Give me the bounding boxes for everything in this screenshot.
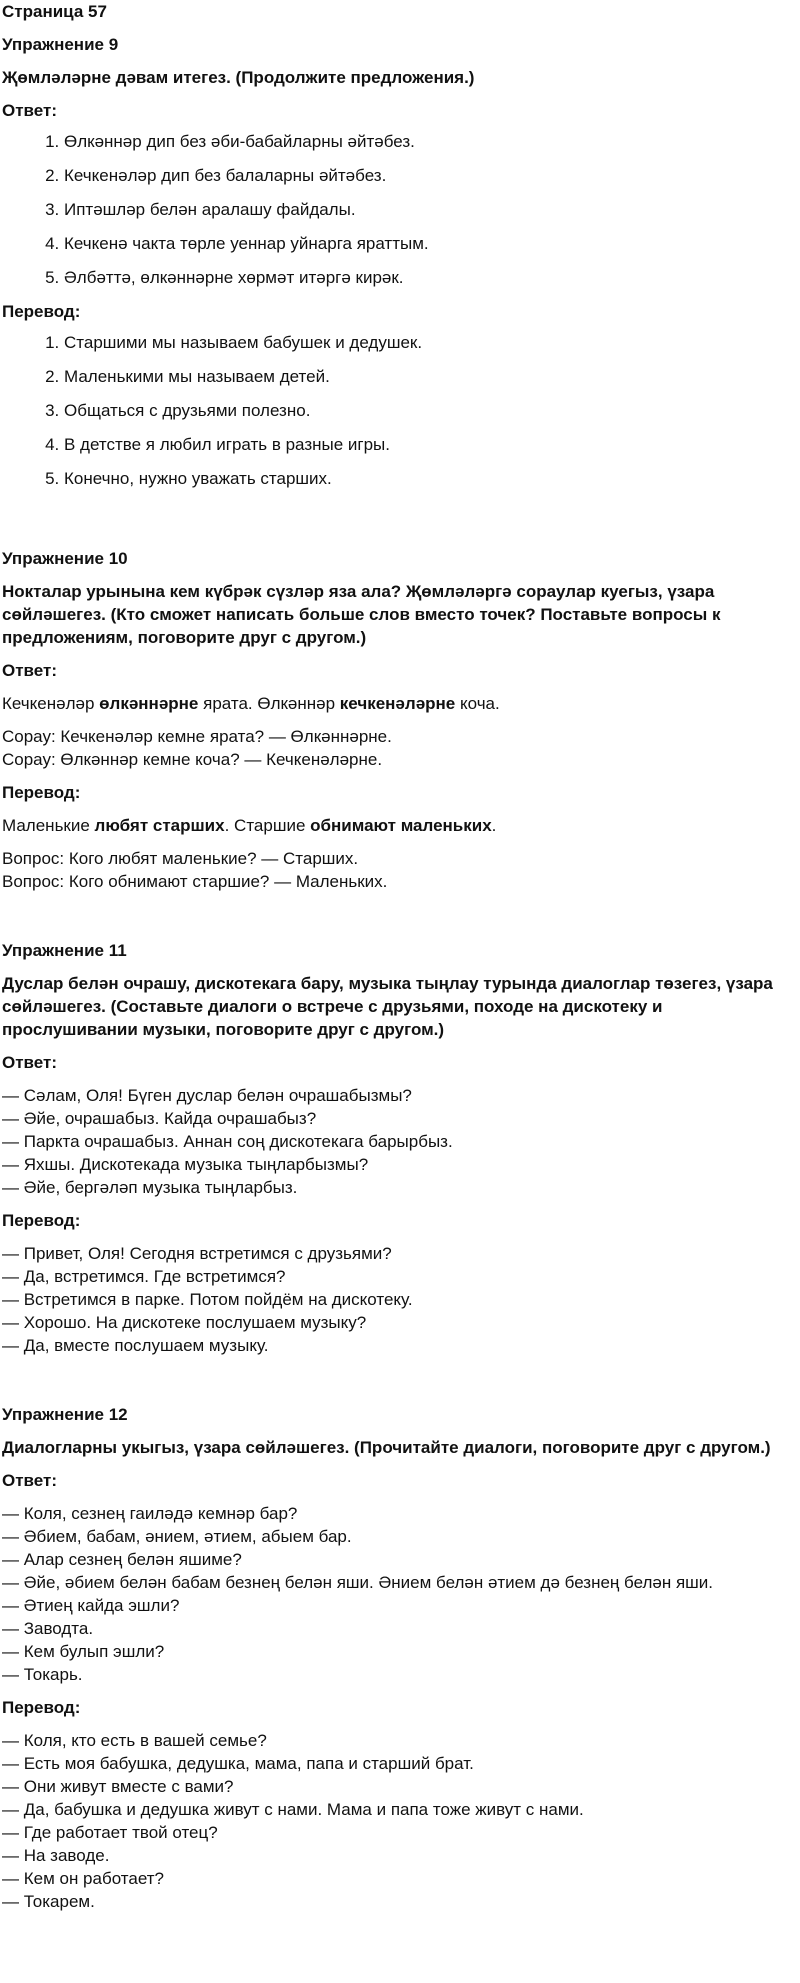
text-run: Маленькие xyxy=(2,816,95,835)
answer-questions xyxy=(2,725,796,771)
dialogue-line: — Они живут вместе с вами? xyxy=(2,1777,234,1796)
list-item: 5. Конечно, нужно уважать старших. xyxy=(64,467,796,490)
answer-label: Ответ: xyxy=(2,1053,57,1072)
dialogue-line: — Сәлам, Оля! Бүген дуслар белән очрашабызмы? xyxy=(2,1086,412,1105)
text-run: . Старшие xyxy=(224,816,311,835)
exercise-title: Упражнение 12 xyxy=(2,1405,128,1424)
dialogue-line: — Кем булып эшли? xyxy=(2,1642,165,1661)
dialogue-line: — Да, встретимся. Где встретимся? xyxy=(2,1267,286,1286)
list-item: 4. Кечкенә чакта төрле уеннар уйнарга яраттым. xyxy=(64,232,796,255)
dialogue-line: — Да, вместе послушаем музыку. xyxy=(2,1336,269,1355)
dialogue-line: — Встретимся в парке. Потом пойдём на дискотеку. xyxy=(2,1290,413,1309)
list-item: 3. Иптәшләр белән аралашу файдалы. xyxy=(64,198,796,221)
exercise-9 xyxy=(2,33,796,490)
question-line: Сорау: Кечкенәләр кемне ярата? — Өлкәннәрне. xyxy=(2,727,392,746)
list-item: 1. Өлкәннәр дип без әби-бабайларны әйтәбез. xyxy=(64,130,796,153)
translation-dialogue xyxy=(2,1729,796,1913)
dialogue-line: — На заводе. xyxy=(2,1846,110,1865)
exercise-instruction: Нокталар урынына кем күбрәк сүзләр яза ала? Җөмләләргә сораулар куегыз, үзара сөйләшегез. (Кто сможет написать больше слов вместо точек? Поставьте вопросы к предложениям, поговорите друг с другом.) xyxy=(2,582,721,647)
list-item: 1. Старшими мы называем бабушек и дедушек. xyxy=(64,331,796,354)
question-line: Сорау: Өлкәннәр кемне коча? — Кечкенәләрне. xyxy=(2,750,383,769)
dialogue-line: — Коля, кто есть в вашей семье? xyxy=(2,1731,267,1750)
dialogue-line: — Әбием, бабам, әнием, әтием, абыем бар. xyxy=(2,1527,352,1546)
list-item: 2. Маленькими мы называем детей. xyxy=(64,365,796,388)
dialogue-line: — Да, бабушка и дедушка живут с нами. Мама и папа тоже живут с нами. xyxy=(2,1800,584,1819)
list-item: 5. Әлбәттә, өлкәннәрне хөрмәт итәргә кирәк. xyxy=(64,266,796,289)
list-item: 4. В детстве я любил играть в разные игры. xyxy=(64,433,796,456)
dialogue-line: — Кем он работает? xyxy=(2,1869,164,1888)
answer-sentence xyxy=(2,692,796,715)
translation-label: Перевод: xyxy=(2,302,81,321)
answer-dialogue xyxy=(2,1084,796,1199)
answer-label: Ответ: xyxy=(2,1471,57,1490)
exercise-12 xyxy=(2,1403,796,1913)
dialogue-line: — Әйе, очрашабыз. Кайда очрашабыз? xyxy=(2,1109,317,1128)
translation-sentence xyxy=(2,814,796,837)
list-item: 3. Общаться с друзьями полезно. xyxy=(64,399,796,422)
translation-questions xyxy=(2,847,796,893)
translation-label: Перевод: xyxy=(2,1211,81,1230)
dialogue-line: — Әйе, бергәләп музыка тыңларбыз. xyxy=(2,1178,298,1197)
page-title: Страница 57 xyxy=(2,2,107,21)
section-gap xyxy=(2,501,796,537)
bold-text-run: любят старших xyxy=(94,816,225,835)
answer-list xyxy=(2,130,796,289)
translation-list xyxy=(2,331,796,490)
dialogue-line: — Алар сезнең белән яшиме? xyxy=(2,1550,242,1569)
dialogue-line: — Заводта. xyxy=(2,1619,94,1638)
section-gap xyxy=(2,1357,796,1393)
list-item: 2. Кечкенәләр дип без балаларны әйтәбез. xyxy=(64,164,796,187)
dialogue-line: — Хорошо. На дискотеке послушаем музыку? xyxy=(2,1313,367,1332)
bold-text-run: кечкенәләрне xyxy=(339,694,456,713)
exercise-instruction: Дуслар белән очрашу, дискотекага бару, музыка тыңлау турында диалоглар төзегез, үзара сөйләшегез. (Составьте диалоги о встрече с друзьями, походе на дискотеку и прослушивании музыки, поговорите друг с другом.) xyxy=(2,974,773,1039)
dialogue-line: — Паркта очрашабыз. Аннан соң дискотекага барырбыз. xyxy=(2,1132,453,1151)
exercise-title: Упражнение 10 xyxy=(2,549,128,568)
answer-label: Ответ: xyxy=(2,101,57,120)
section-gap xyxy=(2,893,796,929)
dialogue-line: — Яхшы. Дискотекада музыка тыңларбызмы? xyxy=(2,1155,369,1174)
answer-label: Ответ: xyxy=(2,661,57,680)
exercise-instruction: Диалогларны укыгыз, үзара сөйләшегез. (Прочитайте диалоги, поговорите друг с другом.) xyxy=(2,1438,771,1457)
translation-label: Перевод: xyxy=(2,783,81,802)
translation-dialogue xyxy=(2,1242,796,1357)
dialogue-line: — Коля, сезнең гаиләдә кемнәр бар? xyxy=(2,1504,298,1523)
text-run: коча. xyxy=(455,694,500,713)
dialogue-line: — Әтиең кайда эшли? xyxy=(2,1596,180,1615)
exercise-title: Упражнение 9 xyxy=(2,35,119,54)
exercise-11 xyxy=(2,939,796,1357)
dialogue-line: — Әйе, әбием белән бабам безнең белән яши. Әнием белән әтием дә безнең белән яши. xyxy=(2,1573,714,1592)
bold-text-run: обнимают маленьких xyxy=(310,816,492,835)
text-run: ярата. Өлкәннәр xyxy=(198,694,340,713)
dialogue-line: — Где работает твой отец? xyxy=(2,1823,218,1842)
text-run: Кечкенәләр xyxy=(2,694,100,713)
question-line: Вопрос: Кого обнимают старшие? — Маленьких. xyxy=(2,872,388,891)
text-run: . xyxy=(491,816,497,835)
dialogue-line: — Токарем. xyxy=(2,1892,95,1911)
answer-dialogue xyxy=(2,1502,796,1686)
dialogue-line: — Токарь. xyxy=(2,1665,83,1684)
translation-label: Перевод: xyxy=(2,1698,81,1717)
exercise-instruction: Җөмләләрне дәвам итегез. (Продолжите предложения.) xyxy=(2,68,475,87)
exercise-title: Упражнение 11 xyxy=(2,941,127,960)
dialogue-line: — Есть моя бабушка, дедушка, мама, папа и старший брат. xyxy=(2,1754,474,1773)
exercise-10 xyxy=(2,547,796,893)
bold-text-run: өлкәннәрне xyxy=(99,694,199,713)
dialogue-line: — Привет, Оля! Сегодня встретимся с друзьями? xyxy=(2,1244,392,1263)
question-line: Вопрос: Кого любят маленькие? — Старших. xyxy=(2,849,359,868)
